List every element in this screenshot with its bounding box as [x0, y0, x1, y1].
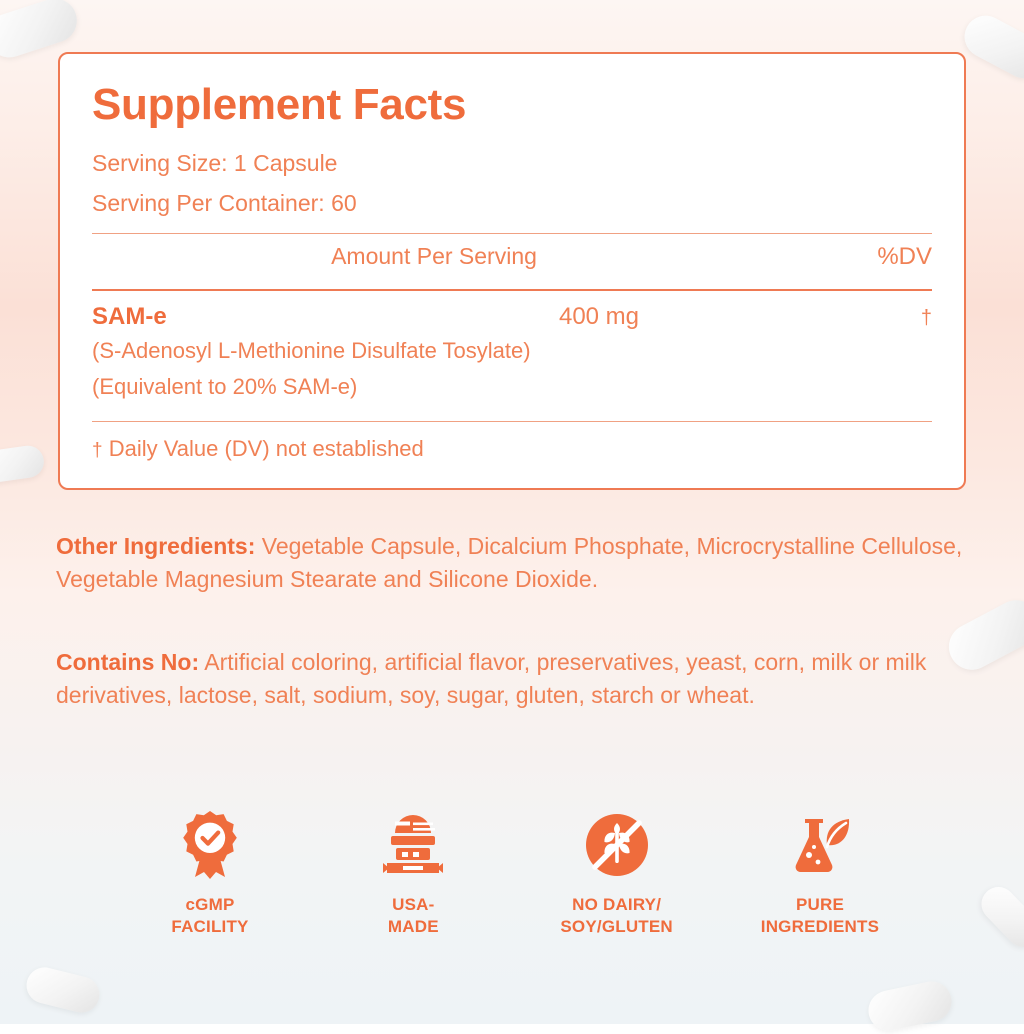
badge-label-line2: SOY/GLUTEN	[560, 916, 673, 936]
nutrient-subline: (Equivalent to 20% SAM-e)	[92, 374, 358, 400]
nutrient-name: SAM-e	[92, 303, 167, 331]
page-title: Supplement Facts	[92, 80, 467, 129]
contains-no-text: Artificial coloring, artificial flavor, preservatives, yeast, corn, milk or milk derivatives, lactose, salt, sodium, soy, sugar, gluten, starch or wheat.	[56, 649, 927, 708]
decorative-capsule	[957, 8, 1024, 85]
other-ingredients-label: Other Ingredients:	[56, 533, 256, 559]
badge-label-line2: INGREDIENTS	[760, 916, 880, 936]
badge-pure-ingredients	[730, 806, 910, 938]
column-header-amount: Amount Per Serving	[331, 243, 537, 270]
badge-label-line1: USA-	[392, 895, 435, 914]
badge-usa-made	[323, 806, 503, 938]
serving-size-text: Serving Size: 1 Capsule	[92, 150, 338, 177]
contains-no-label: Contains No:	[56, 649, 200, 675]
footnote	[92, 422, 932, 462]
footnote-text: Daily Value (DV) not established	[108, 436, 424, 462]
nutrient-dv: †	[920, 307, 932, 330]
badge-label	[323, 894, 503, 938]
supplement-facts-panel	[58, 52, 966, 490]
nutrient-subline: (S-Adenosyl L-Methionine Disulfate Tosylate)	[92, 338, 531, 364]
badge-label	[730, 894, 910, 938]
badge-label	[527, 894, 707, 938]
badge-label-line2: FACILITY	[171, 916, 249, 936]
table-row	[92, 291, 932, 331]
no-wheat-icon	[527, 806, 707, 884]
nutrient-amount: 400 mg	[558, 303, 640, 331]
flask-leaf-icon	[730, 806, 910, 884]
table-header-row	[92, 234, 932, 279]
usa-flag-factory-icon	[323, 806, 503, 884]
decorative-capsule	[23, 964, 104, 1017]
badge-cgmp-facility	[120, 806, 300, 938]
other-ingredients-paragraph	[56, 530, 968, 595]
footnote-symbol: †	[92, 440, 103, 462]
decorative-capsule	[974, 880, 1024, 954]
badge-no-dairy-soy-gluten	[527, 806, 707, 938]
serving-per-container-text: Serving Per Container: 60	[92, 189, 357, 216]
badge-label-line1: PURE	[795, 895, 844, 914]
decorative-capsule	[865, 978, 955, 1034]
award-ribbon-icon	[120, 806, 300, 884]
badge-label-line2: MADE	[387, 916, 439, 936]
badge-row	[120, 806, 910, 938]
contains-no-paragraph	[56, 646, 968, 711]
badge-label-line1: NO DAIRY/	[572, 895, 662, 914]
other-ingredients-text: Vegetable Capsule, Dicalcium Phosphate, Microcrystalline Cellulose, Vegetable Magnesium Stearate and Silicone Dioxide.	[56, 533, 963, 592]
badge-label	[120, 894, 300, 938]
badge-label-line1: cGMP	[185, 895, 235, 914]
decorative-capsule	[0, 444, 46, 485]
column-header-dv: %DV	[877, 243, 932, 271]
